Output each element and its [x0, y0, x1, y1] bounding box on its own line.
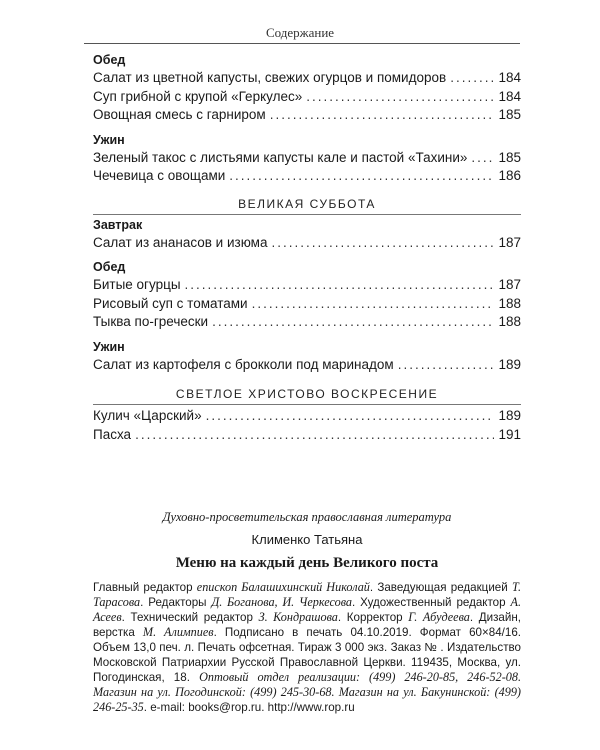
toc-entry-page: 191 — [498, 426, 521, 442]
credits-name: Г. Абудеева — [408, 610, 470, 624]
credits-text: Главный редактор — [93, 581, 197, 594]
toc-entry[interactable] — [93, 356, 521, 375]
section-rule — [93, 214, 521, 215]
running-title: Содержание — [265, 25, 335, 40]
credits-text: . Технический редактор — [121, 611, 259, 624]
meal-heading-lunch: Обед — [93, 260, 126, 274]
dot-leader — [306, 88, 494, 107]
toc-entry-title: Тыква по-гречески — [93, 314, 209, 329]
toc-entry[interactable] — [93, 234, 521, 253]
toc-entry[interactable] — [93, 313, 521, 332]
dot-leader — [185, 276, 495, 295]
toc-entry-page: 185 — [498, 149, 521, 165]
credits-text: . Редакторы — [140, 596, 212, 609]
credits-contacts: Оптовый отдел реализации: (499) 246-20-85, 246-52-08. Магазин на ул. Погодинской: (499) 245-30-68. Магазин на ул. Бакунинской: (499) 246-25-35 — [93, 670, 521, 714]
dot-leader — [271, 234, 494, 253]
toc-entry-title: Рисовый суп с томатами — [93, 295, 248, 311]
header-rule — [84, 43, 520, 44]
meal-heading-breakfast: Завтрак — [93, 217, 143, 232]
table-of-contents — [93, 48, 521, 444]
credits-text: . Заведующая редакцией — [369, 581, 512, 594]
toc-entry-page: 185 — [498, 107, 521, 122]
dot-leader — [212, 313, 494, 332]
series-label: Духовно-просветительская православная литература — [162, 510, 452, 524]
meal-heading-dinner: Ужин — [93, 132, 125, 147]
dot-leader — [398, 356, 495, 375]
toc-entry[interactable] — [93, 407, 521, 426]
dot-leader — [135, 426, 494, 445]
toc-entry-title: Салат из цветной капусты, свежих огурцов и помидоров — [93, 70, 447, 85]
dot-leader — [450, 69, 494, 88]
toc-entry-title: Суп грибной с крупой «Геркулес» — [93, 88, 303, 104]
toc-entry-title: Овощная смесь с гарниром — [93, 107, 266, 122]
dot-leader — [252, 295, 495, 314]
toc-entry[interactable] — [93, 276, 521, 295]
dot-leader — [471, 149, 494, 168]
toc-entry-page: 184 — [498, 70, 521, 85]
toc-entry[interactable] — [93, 426, 521, 445]
credits-name: М. Алимпиев — [142, 625, 214, 639]
credits-text: . Корректор — [337, 611, 409, 624]
toc-entry[interactable] — [93, 69, 521, 88]
author-name: Клименко Татьяна — [251, 532, 363, 547]
toc-entry-title: Салат из картофеля с брокколи под маринадом — [93, 356, 394, 372]
section-title-great-saturday: ВЕЛИКАЯ СУББОТА — [238, 196, 376, 211]
toc-entry-page: 184 — [498, 88, 521, 104]
toc-entry-title: Чечевица с овощами — [93, 168, 226, 183]
credits-name: епископ Балашихинский Николай — [196, 580, 370, 594]
credits-name: Т. Тарасова — [93, 580, 522, 609]
credits-name: А. Асеев — [93, 595, 521, 624]
book-title: Меню на каждый день Великого поста — [175, 555, 439, 571]
toc-entry-page: 189 — [498, 408, 521, 423]
publication-credits — [93, 580, 521, 715]
credits-text: . Художественный редактор — [352, 596, 511, 609]
toc-entry[interactable] — [93, 88, 521, 107]
credits-name: З. Кондрашова — [258, 610, 338, 624]
credits-text: . Подписано в печать 04.10.2019. Формат 60×84/16. Объем 13,0 печ. л. Печать офсетная. Тираж 3 000 экз. Заказ № . Издательство Московской Патриархии Русской Православной Церкви. 119435, Москва, ул. Погодинская, 18. — [93, 626, 522, 684]
toc-entry-page: 189 — [498, 356, 521, 372]
section-rule — [93, 404, 521, 405]
toc-entry-page: 187 — [498, 277, 521, 292]
meal-heading-dinner: Ужин — [93, 339, 125, 354]
toc-entry-page: 188 — [498, 314, 521, 329]
toc-entry-page: 187 — [498, 234, 521, 250]
meal-heading-lunch: Обед — [93, 53, 126, 67]
credits-text: . Дизайн, верстка — [93, 611, 521, 639]
toc-entry-title: Пасха — [93, 426, 132, 442]
toc-entry-page: 188 — [498, 295, 521, 311]
dot-leader — [270, 106, 495, 125]
toc-entry[interactable] — [93, 149, 521, 168]
section-title-easter: СВЕТЛОЕ ХРИСТОВО ВОСКРЕСЕНИЕ — [175, 387, 439, 401]
dot-leader — [206, 407, 495, 426]
toc-entry-title: Зеленый такос с листьями капусты кале и пастой «Тахини» — [93, 149, 468, 165]
credits-name: Д. Боганова, И. Черкесова — [211, 595, 352, 609]
imprint — [93, 509, 521, 715]
toc-entry-page: 186 — [498, 168, 521, 183]
toc-entry-title: Салат из ананасов и изюма — [93, 234, 268, 250]
toc-entry-title: Битые огурцы — [93, 277, 181, 292]
dot-leader — [229, 167, 494, 186]
toc-entry[interactable] — [93, 106, 521, 125]
toc-entry[interactable] — [93, 167, 521, 186]
toc-entry-title: Кулич «Царский» — [93, 408, 202, 423]
credits-text: . e-mail: books@rop.ru. http://www.rop.ru — [143, 701, 355, 714]
toc-entry[interactable] — [93, 295, 521, 314]
